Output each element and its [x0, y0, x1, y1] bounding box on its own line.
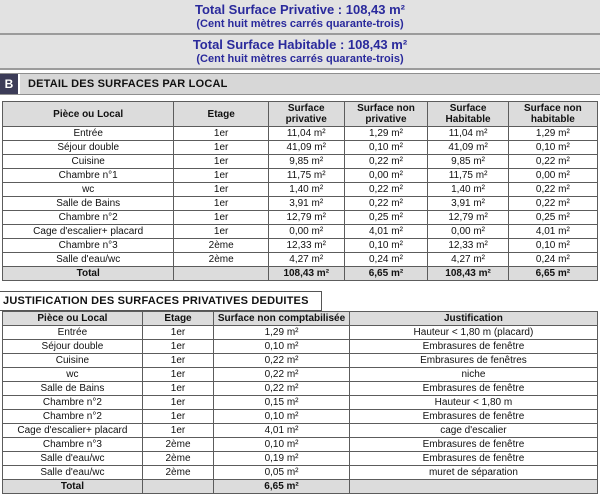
table-cell: 1er: [174, 141, 269, 155]
table-cell: 3,91 m²: [268, 197, 344, 211]
total-cell: [142, 480, 213, 494]
table-cell: Hauteur < 1,80 m: [349, 396, 597, 410]
table-cell: 11,75 m²: [268, 169, 344, 183]
table-cell: 1er: [174, 183, 269, 197]
table-cell: 0,00 m²: [268, 225, 344, 239]
table-cell: 1,29 m²: [508, 127, 597, 141]
detail-table-header-row: [3, 102, 598, 127]
total-cell: 6,65 m²: [214, 480, 350, 494]
table-cell: Chambre n°2: [3, 410, 143, 424]
table-cell: 1er: [142, 424, 213, 438]
column-header: Surface Habitable: [428, 102, 508, 127]
table-cell: 1er: [174, 225, 269, 239]
table-cell: Chambre n°2: [3, 396, 143, 410]
table-row: [3, 326, 598, 340]
table-cell: Cuisine: [3, 155, 174, 169]
table-cell: 0,22 m²: [344, 197, 428, 211]
table-cell: 1er: [174, 197, 269, 211]
table-cell: muret de séparation: [349, 466, 597, 480]
table-cell: 1er: [174, 127, 269, 141]
table-row: [3, 197, 598, 211]
table-cell: wc: [3, 183, 174, 197]
column-header: Pièce ou Local: [3, 312, 143, 326]
table-cell: 1er: [142, 382, 213, 396]
table-cell: Cage d'escalier+ placard: [3, 225, 174, 239]
table-row: [3, 368, 598, 382]
total-label: Total: [3, 480, 143, 494]
table-cell: 4,01 m²: [214, 424, 350, 438]
table-row: [3, 396, 598, 410]
table-cell: 2ème: [142, 452, 213, 466]
table-cell: Salle d'eau/wc: [3, 466, 143, 480]
column-header: Surface non comptabilisée: [214, 312, 350, 326]
section-b-header: [0, 73, 600, 95]
table-cell: cage d'escalier: [349, 424, 597, 438]
table-cell: Entrée: [3, 326, 143, 340]
column-header: Surface privative: [268, 102, 344, 127]
table-cell: 2ème: [174, 253, 269, 267]
table-cell: Salle de Bains: [3, 382, 143, 396]
total-label: Total: [3, 267, 174, 281]
table-cell: 0,00 m²: [508, 169, 597, 183]
table-cell: 9,85 m²: [428, 155, 508, 169]
table-cell: 3,91 m²: [428, 197, 508, 211]
table-cell: Entrée: [3, 127, 174, 141]
table-row: [3, 410, 598, 424]
table-cell: 1er: [142, 368, 213, 382]
table-cell: 0,22 m²: [214, 382, 350, 396]
table-cell: wc: [3, 368, 143, 382]
table-row: [3, 169, 598, 183]
table-row: [3, 225, 598, 239]
total-cell: [174, 267, 269, 281]
justification-table-total-row: [3, 480, 598, 494]
table-cell: 1,40 m²: [428, 183, 508, 197]
table-cell: 0,15 m²: [214, 396, 350, 410]
table-cell: 0,25 m²: [344, 211, 428, 225]
table-cell: Chambre n°1: [3, 169, 174, 183]
table-cell: 0,22 m²: [214, 368, 350, 382]
detail-table-total-row: [3, 267, 598, 281]
table-cell: Salle d'eau/wc: [3, 253, 174, 267]
total-surface-habitable-title: Total Surface Habitable : 108,43 m²: [192, 37, 408, 52]
justification-table: [2, 311, 598, 494]
total-cell: 6,65 m²: [344, 267, 428, 281]
table-cell: Salle de Bains: [3, 197, 174, 211]
table-cell: 1er: [174, 169, 269, 183]
column-header: Etage: [174, 102, 269, 127]
table-cell: 1er: [142, 326, 213, 340]
total-cell: 6,65 m²: [508, 267, 597, 281]
table-row: [3, 466, 598, 480]
table-row: [3, 155, 598, 169]
table-cell: 1er: [142, 396, 213, 410]
table-cell: 0,10 m²: [214, 340, 350, 354]
table-row: [3, 183, 598, 197]
detail-surfaces-table: [2, 101, 598, 281]
table-cell: 1er: [142, 410, 213, 424]
table-cell: 12,79 m²: [428, 211, 508, 225]
table-cell: Embrasures de fenêtre: [349, 452, 597, 466]
table-cell: Hauteur < 1,80 m (placard): [349, 326, 597, 340]
table-cell: 0,10 m²: [214, 410, 350, 424]
table-row: [3, 253, 598, 267]
table-cell: Embrasures de fenêtre: [349, 410, 597, 424]
table-cell: 0,10 m²: [508, 141, 597, 155]
table-cell: 2ème: [174, 239, 269, 253]
table-row: [3, 340, 598, 354]
table-cell: Embrasures de fenêtre: [349, 340, 597, 354]
table-cell: 0,22 m²: [508, 183, 597, 197]
total-cell: 108,43 m²: [268, 267, 344, 281]
table-cell: 0,25 m²: [508, 211, 597, 225]
table-cell: 4,27 m²: [268, 253, 344, 267]
table-cell: Chambre n°3: [3, 239, 174, 253]
table-cell: Chambre n°2: [3, 211, 174, 225]
total-surface-privative-bar: [0, 0, 600, 35]
table-cell: 0,00 m²: [344, 169, 428, 183]
table-cell: 12,33 m²: [268, 239, 344, 253]
table-row: [3, 127, 598, 141]
total-cell: [349, 480, 597, 494]
column-header: Etage: [142, 312, 213, 326]
total-surface-habitable-bar: [0, 35, 600, 70]
table-cell: 12,79 m²: [268, 211, 344, 225]
table-cell: Embrasures de fenêtre: [349, 382, 597, 396]
table-cell: 0,22 m²: [214, 354, 350, 368]
justification-section-title: JUSTIFICATION DES SURFACES PRIVATIVES DEDUITES: [0, 291, 322, 311]
table-row: [3, 382, 598, 396]
table-cell: 1er: [174, 155, 269, 169]
table-cell: 12,33 m²: [428, 239, 508, 253]
total-cell: 108,43 m²: [428, 267, 508, 281]
table-cell: 9,85 m²: [268, 155, 344, 169]
table-cell: 41,09 m²: [428, 141, 508, 155]
table-cell: niche: [349, 368, 597, 382]
table-cell: Salle d'eau/wc: [3, 452, 143, 466]
section-b-title: DETAIL DES SURFACES PAR LOCAL: [28, 78, 228, 90]
table-row: [3, 424, 598, 438]
table-row: [3, 452, 598, 466]
table-cell: 11,04 m²: [268, 127, 344, 141]
table-cell: 1,29 m²: [214, 326, 350, 340]
table-row: [3, 211, 598, 225]
table-cell: 1,29 m²: [344, 127, 428, 141]
table-cell: 0,10 m²: [344, 239, 428, 253]
table-cell: 1er: [142, 340, 213, 354]
column-header: Justification: [349, 312, 597, 326]
table-cell: Séjour double: [3, 340, 143, 354]
table-cell: 0,24 m²: [344, 253, 428, 267]
table-cell: 0,19 m²: [214, 452, 350, 466]
column-header: Surface non privative: [344, 102, 428, 127]
table-cell: 1er: [174, 211, 269, 225]
table-row: [3, 438, 598, 452]
table-cell: 1,40 m²: [268, 183, 344, 197]
table-cell: 1er: [142, 354, 213, 368]
table-cell: 0,22 m²: [344, 183, 428, 197]
table-cell: 11,04 m²: [428, 127, 508, 141]
table-row: [3, 354, 598, 368]
table-cell: 11,75 m²: [428, 169, 508, 183]
section-b-badge: B: [0, 74, 20, 94]
table-cell: 41,09 m²: [268, 141, 344, 155]
total-surface-privative-subtitle: (Cent huit mètres carrés quarante-trois): [196, 18, 404, 30]
table-cell: 0,22 m²: [344, 155, 428, 169]
table-cell: 0,10 m²: [214, 438, 350, 452]
table-cell: 4,01 m²: [508, 225, 597, 239]
table-cell: Chambre n°3: [3, 438, 143, 452]
table-cell: 4,27 m²: [428, 253, 508, 267]
table-cell: Embrasures de fenêtres: [349, 354, 597, 368]
table-cell: 0,00 m²: [428, 225, 508, 239]
table-cell: 2ème: [142, 466, 213, 480]
table-cell: 0,10 m²: [508, 239, 597, 253]
column-header: Surface non habitable: [508, 102, 597, 127]
table-row: [3, 141, 598, 155]
table-cell: 0,10 m²: [344, 141, 428, 155]
table-cell: 0,24 m²: [508, 253, 597, 267]
table-cell: 0,05 m²: [214, 466, 350, 480]
table-cell: Cuisine: [3, 354, 143, 368]
column-header: Pièce ou Local: [3, 102, 174, 127]
table-cell: 0,22 m²: [508, 197, 597, 211]
table-cell: Séjour double: [3, 141, 174, 155]
total-surface-privative-title: Total Surface Privative : 108,43 m²: [194, 2, 406, 17]
total-surface-habitable-subtitle: (Cent huit mètres carrés quarante-trois): [196, 53, 404, 65]
table-row: [3, 239, 598, 253]
table-cell: 2ème: [142, 438, 213, 452]
justification-table-header-row: [3, 312, 598, 326]
table-cell: 0,22 m²: [508, 155, 597, 169]
table-cell: Cage d'escalier+ placard: [3, 424, 143, 438]
table-cell: 4,01 m²: [344, 225, 428, 239]
table-cell: Embrasures de fenêtre: [349, 438, 597, 452]
